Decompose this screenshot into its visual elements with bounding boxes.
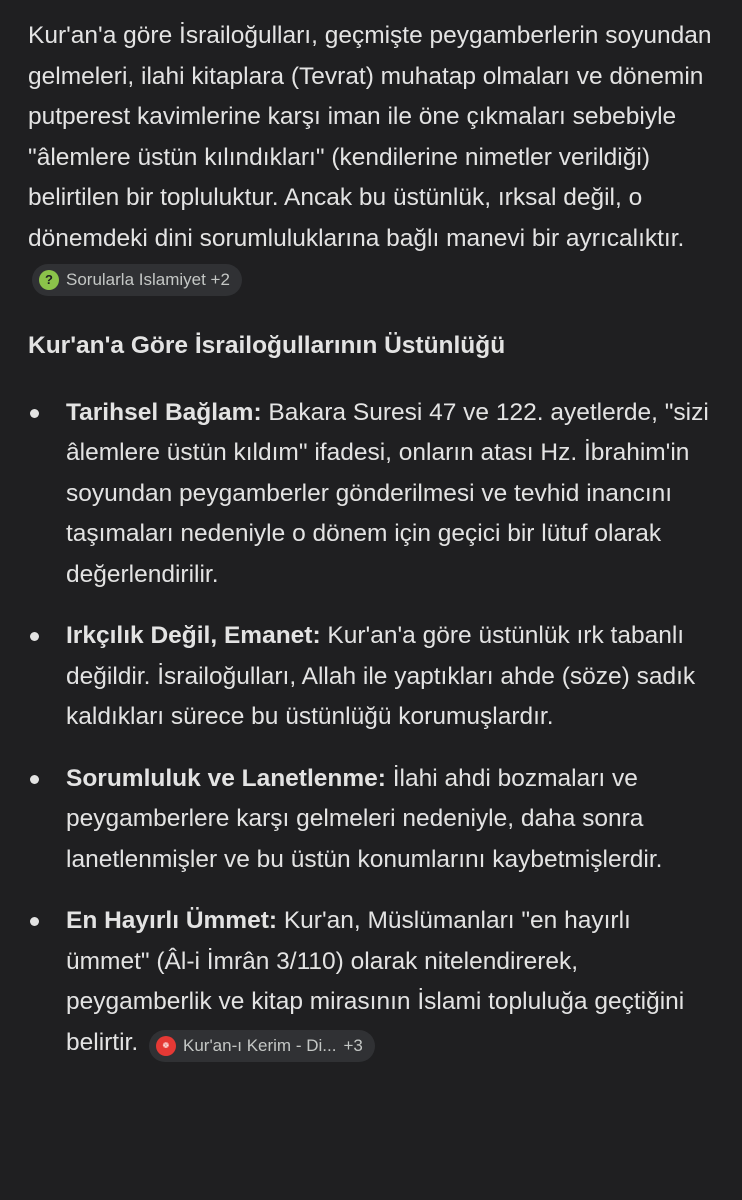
list-item-term: En Hayırlı Ümmet: xyxy=(66,907,278,934)
list-item xyxy=(28,393,720,596)
list-item-text: Kur'an, Müslümanları "en hayırlı ümmet" (Âl-i İmrân 3/110) olarak nitelendirerek, peygamberlik ve kitap mirasının İslami topluluğa geçtiğini belirtir. xyxy=(66,907,685,1056)
list-item-term: Irkçılık Değil, Emanet: xyxy=(66,622,321,649)
list-item-text: Bakara Suresi 47 ve 122. ayetlerde, "sizi âlemlere üstün kıldım" ifadesi, onların atası Hz. İbrahim'in soyundan peygamberler gönderilmesi ve tevhid inancını taşımaları nedeniyle o dönem için geçici bir lütuf olarak değerlendirilir. xyxy=(66,398,709,588)
intro-text: Kur'an'a göre İsrailoğulları, geçmişte peygamberlerin soyundan gelmeleri, ilahi kitaplara (Tevrat) muhatap olmaları ve dönemin putperest kavimlerine karşı iman ile öne çıkmaları sebebiyle "âlemlere üstün kılındıkları" (kendilerine nimetler verildiği) belirtilen bir topluluktur. Ancak bu üstünlük, ırksal değil, o dönemdeki dini sorumluluklarına bağlı manevi bir ayrıcalıktır. xyxy=(28,22,712,252)
source-chip-label: Kur'an-ı Kerim - Di... xyxy=(182,1035,337,1055)
question-circle-icon: ? xyxy=(39,270,59,290)
list-item-text: Kur'an'a göre üstünlük ırk tabanlı değildir. İsrailoğulları, Allah ile yaptıkları ahde (söze) sadık kaldıkları sürece bu üstünlüğü korumuşlardır. xyxy=(66,622,696,730)
section-heading: Kur'an'a Göre İsrailoğullarının Üstünlüğü xyxy=(28,331,506,359)
list-item-term: Sorumluluk ve Lanetlenme: xyxy=(66,764,386,792)
bullet-list xyxy=(28,393,720,1064)
source-chip-label: Sorularla Islamiyet +2 xyxy=(66,270,230,289)
bullet-dot xyxy=(30,917,39,926)
source-chip-count: +3 xyxy=(343,1035,363,1055)
quran-site-logo-icon: ❁ xyxy=(156,1036,176,1056)
list-item xyxy=(28,901,720,1063)
list-item xyxy=(28,759,720,881)
list-item-term: Tarihsel Bağlam: xyxy=(66,398,262,426)
bullet-dot xyxy=(30,409,39,418)
intro-paragraph xyxy=(28,16,720,300)
source-chip-kuran-i-kerim[interactable] xyxy=(149,1030,375,1062)
bullet-dot xyxy=(30,632,39,641)
bullet-dot xyxy=(30,775,39,784)
list-item-text: İlahi ahdi bozmaları ve peygamberlere karşı gelmeleri nedeniyle, daha sonra lanetlenmişler ve bu üstün konumlarını kaybetmişlerdir. xyxy=(66,764,663,873)
list-item xyxy=(28,616,720,738)
source-chip-sorularla-islamiyet[interactable] xyxy=(32,264,242,296)
